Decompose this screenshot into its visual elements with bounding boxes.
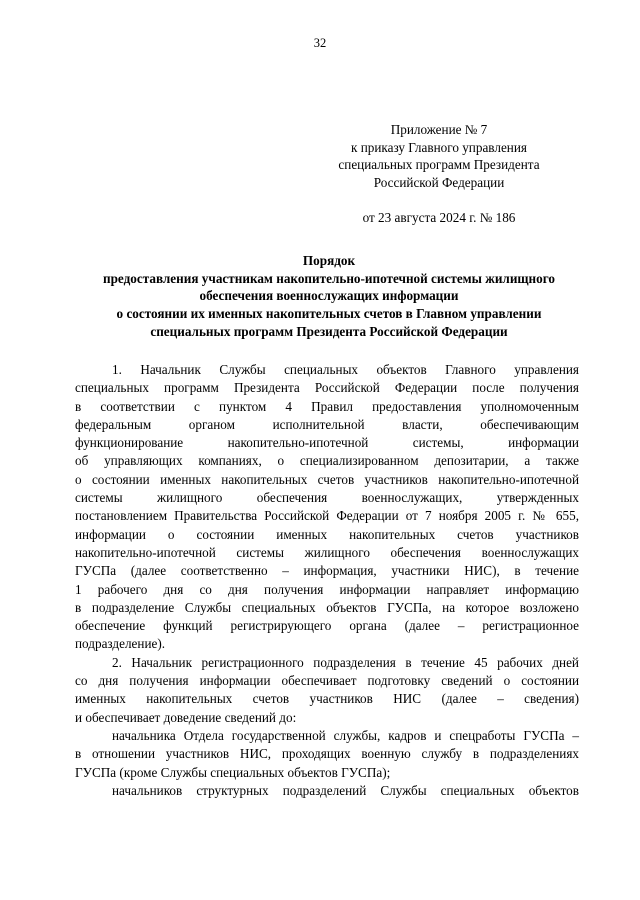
body-line: в соответствии с пунктом 4 Правил предоставления уполномоченным (75, 398, 579, 414)
body-line: начальника Отдела государственной службы, кадров и спецработы ГУСПа – (112, 727, 579, 743)
body-line: подразделение). (75, 636, 166, 652)
appendix-line: Российской Федерации (373, 174, 505, 190)
body-line: специальных программ Президента Российской Федерации после получения (75, 380, 579, 396)
body-line: и обеспечивает доведение сведений до: (75, 709, 297, 725)
title-line: предоставления участникам накопительно-ипотечной системы жилищного (103, 270, 555, 286)
document-body (75, 361, 579, 800)
title-line: о состоянии их именных накопительных счетов в Главном управлении (116, 306, 542, 322)
body-line: федеральным органом исполнительной власти, обеспечивающим (75, 416, 579, 432)
body-line: ГУСПа (кроме Службы специальных объектов ГУСПа); (75, 764, 391, 780)
title-line: специальных программ Президента Российской Федерации (150, 323, 508, 339)
body-line: обеспечение функций регистрирующего органа (далее – регистрационное (75, 618, 579, 634)
body-line: 2. Начальник регистрационного подразделения в течение 45 рабочих дней (112, 654, 579, 670)
document-title (56, 252, 602, 341)
body-line: со дня получения информации обеспечивает подготовку сведений о состоянии (75, 673, 579, 689)
body-line: 1. Начальник Службы специальных объектов Главного управления (112, 362, 579, 377)
body-line: постановлением Правительства Российской Федерации от 7 ноября 2005 г. № 655, (75, 508, 579, 524)
body-line: накопительно-ипотечной системы жилищного обеспечения военнослужащих (75, 544, 579, 560)
body-line: об управляющих компаниях, о специализированном депозитарии, а также (75, 453, 579, 469)
appendix-line: Приложение № 7 (390, 122, 488, 137)
appendix-header (320, 121, 558, 227)
body-line: начальников структурных подразделений Службы специальных объектов (112, 782, 579, 798)
body-line: в отношении участников НИС, проходящих военную службу в подразделениях (75, 746, 579, 762)
appendix-line: специальных программ Президента (338, 157, 540, 173)
title-line: обеспечения военнослужащих информации (199, 288, 459, 304)
title-line: Порядок (302, 253, 356, 268)
body-line: функционирование накопительно-ипотечной системы, информации (75, 435, 579, 451)
body-line: в подразделение Службы специальных объектов ГУСПа, на которое возложено (75, 599, 579, 615)
page-number: 32 (313, 36, 327, 50)
order-date: от 23 августа 2024 г. № 186 (362, 210, 516, 226)
body-line: именных накопительных счетов участников НИС (далее – сведения) (75, 691, 579, 707)
body-line: информации о состоянии именных накопительных счетов участников (75, 526, 579, 542)
body-line: ГУСПа (далее соответственно – информация, участники НИС), в течение (75, 563, 579, 579)
body-line: о состоянии именных накопительных счетов участников накопительно-ипотечной (75, 471, 579, 487)
appendix-line: к приказу Главного управления (351, 139, 527, 155)
body-line: системы жилищного обеспечения военнослужащих, утвержденных (75, 490, 579, 506)
body-line: 1 рабочего дня со дня получения информации направляет информацию (75, 581, 579, 597)
